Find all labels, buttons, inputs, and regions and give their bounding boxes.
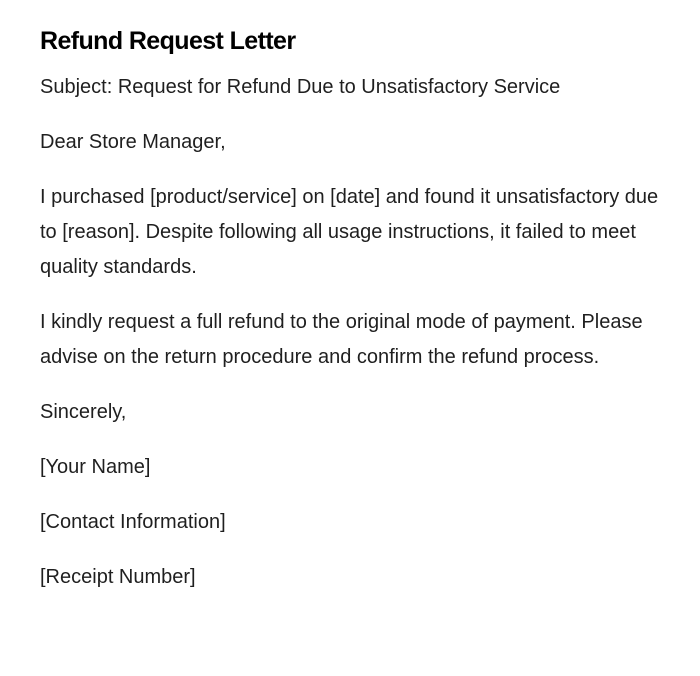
letter-subject: Subject: Request for Refund Due to Unsatisfactory Service: [40, 76, 561, 98]
letter-body-paragraph-2: I kindly request a full refund to the original mode of payment. Please advise on the return procedure and confirm the refund process.: [40, 311, 643, 368]
letter-salutation: Dear Store Manager,: [40, 131, 226, 153]
letter-receipt-placeholder: [Receipt Number]: [40, 566, 196, 588]
letter-title: Refund Request Letter: [40, 27, 296, 55]
letter-closing: Sincerely,: [40, 401, 127, 423]
letter-name-placeholder: [Your Name]: [40, 456, 151, 478]
letter-contact-placeholder: [Contact Information]: [40, 511, 226, 533]
letter-body-paragraph-1: I purchased [product/service] on [date] and found it unsatisfactory due to [reason]. Despite following all usage instructions, it failed to meet quality standards.: [40, 186, 659, 278]
